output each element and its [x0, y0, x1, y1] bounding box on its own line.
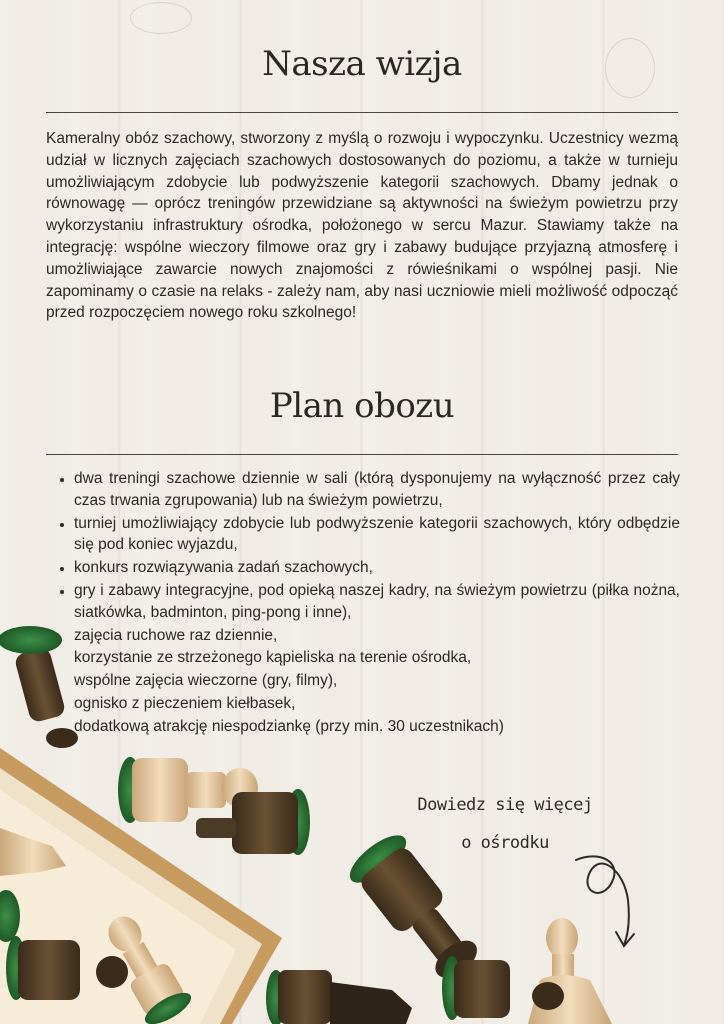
list-item: • dwa treningi szachowe dziennie w sali (którą dysponujemy na wyłączność przez cały czas trwania zgrupowania) lub na świeżym powietrzu, [74, 468, 680, 512]
list-item: • turniej umożliwiający zdobycie lub podwyższenie kategorii szachowych, który odbędzie się pod koniec wyjazdu, [74, 513, 680, 557]
learn-more-link[interactable] [400, 786, 610, 862]
plan-title: Plan obozu [269, 386, 455, 426]
list-item: • konkurs rozwiązywania zadań szachowych, [74, 557, 680, 579]
list-item: korzystanie ze strzeżonego kąpieliska na terenie ośrodka, [74, 649, 472, 667]
learn-more-line1[interactable]: Dowiedz się więcej [417, 795, 593, 815]
curly-arrow-icon [576, 856, 634, 946]
learn-more-line2[interactable]: o ośrodku [461, 833, 549, 853]
list-item: zajęcia ruchowe raz dziennie, [74, 626, 278, 644]
vision-title: Nasza wizja [262, 44, 462, 84]
list-item: • gry i zabawy integracyjne, pod opieką naszej kadry, na świeżym powietrzu (piłka nożna, siatkówka, badminton, ping-pong i inne), [74, 580, 680, 624]
list-item: wspólne zajęcia wieczorne (gry, filmy), [74, 672, 338, 690]
dark-pawn-piece [0, 626, 78, 748]
list-item: ognisko z pieczeniem kiełbasek, [74, 694, 296, 712]
vision-paragraph: Kameralny obóz szachowy, stworzony z myślą o rozwoju i wypoczynku. Uczestnicy wezmą udział w licznych zajęciach szachowych dostosowanych do poziomu, a także w turnieju umożliwiającym zdobycie lub podwyższenie kategorii szachowych. Dbamy jednak o równowagę — oprócz treningów przewidziane są aktywności na świeżym powietrzu przy wykorzystaniu infrastruktury ośrodka, położonego w sercu Mazur. Stawiamy także na integrację: wspólne wieczory filmowe oraz gry i zabawy budujące przyjazną atmosferę i umożliwiające zawarcie nowych znajomości z rówieśnikami o wspólnej pasji. Nie zapominamy o czasie na relaks - zależy nam, aby nasi uczniowie mieli możliwość odpocząć przed rozpoczęciem nowego roku szkolnego! [46, 130, 678, 322]
dark-rook-piece [266, 970, 412, 1024]
list-item: dodatkową atrakcję niespodziankę (przy min. 30 uczestnikach) [74, 717, 504, 735]
